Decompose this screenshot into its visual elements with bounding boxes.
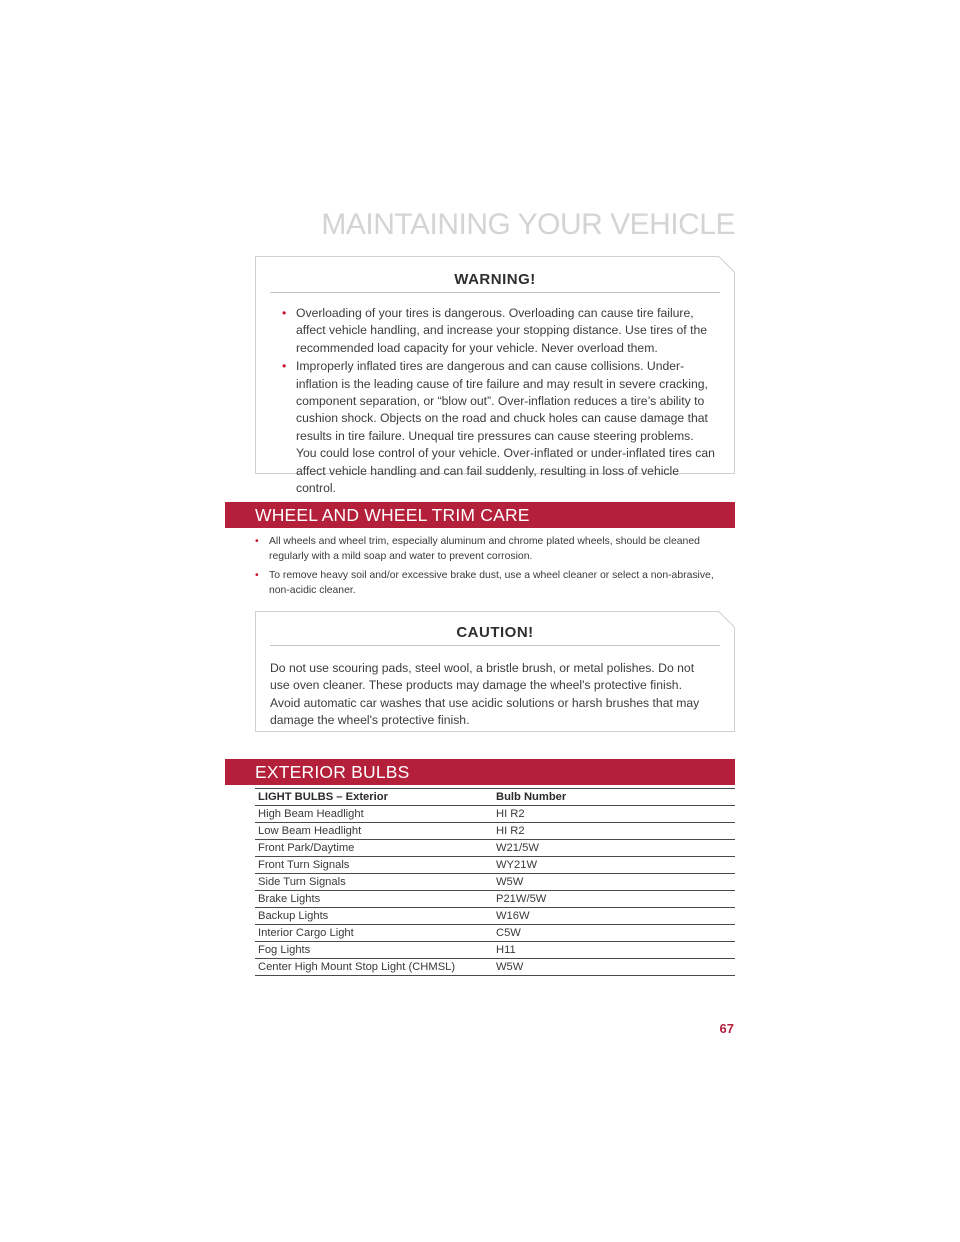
page-number: 67 bbox=[719, 1021, 734, 1036]
wheel-care-bullet-list bbox=[255, 534, 735, 598]
column-header-bulb-number: Bulb Number bbox=[493, 789, 735, 806]
caution-box bbox=[255, 611, 735, 732]
table-row bbox=[255, 857, 735, 874]
box-corner-notch bbox=[719, 611, 735, 627]
table-row bbox=[255, 959, 735, 976]
bulb-number-cell: HI R2 bbox=[493, 806, 735, 823]
box-corner-notch bbox=[719, 256, 735, 272]
wheel-care-bullet-item bbox=[255, 534, 735, 564]
caution-title: CAUTION! bbox=[270, 624, 720, 646]
warning-bullet-text: Improperly inflated tires are dangerous and can cause collisions. Under-inflation is the leading cause of tire failure and may result in severe cracking, component separation, or “blow out”. Over-inflation reduces a tire’s ability to cushion shock. Objects on the road and chuck holes can cause damage that results in tire failure. Unequal tire pressures can cause steering problems. You could lose control of your vehicle. Over-inflated or under-inflated tires can affect vehicle handling and can fail suddenly, resulting in loss of vehicle control. bbox=[296, 359, 715, 496]
bulb-number-cell: P21W/5W bbox=[493, 891, 735, 908]
table-header-row bbox=[255, 789, 735, 806]
exterior-bulbs-table bbox=[255, 788, 735, 976]
bullet-icon: • bbox=[255, 536, 259, 547]
bulb-location-cell: Fog Lights bbox=[255, 942, 493, 959]
exterior-bulbs-heading: EXTERIOR BULBS bbox=[225, 759, 735, 785]
bulb-location-cell: Low Beam Headlight bbox=[255, 823, 493, 840]
bulb-number-cell: W5W bbox=[493, 959, 735, 976]
warning-title: WARNING! bbox=[270, 271, 720, 293]
table-row bbox=[255, 891, 735, 908]
warning-bullet-item bbox=[282, 305, 716, 357]
bullet-icon: • bbox=[282, 306, 287, 320]
bulb-location-cell: High Beam Headlight bbox=[255, 806, 493, 823]
table-row bbox=[255, 806, 735, 823]
table-row bbox=[255, 840, 735, 857]
bulb-number-cell: HI R2 bbox=[493, 823, 735, 840]
warning-bullet-item bbox=[282, 358, 716, 497]
bulb-location-cell: Side Turn Signals bbox=[255, 874, 493, 891]
table-row bbox=[255, 925, 735, 942]
wheel-care-bullet-text: To remove heavy soil and/or excessive brake dust, use a wheel cleaner or select a non-abrasive, non-acidic cleaner. bbox=[269, 570, 714, 596]
wheel-care-heading: WHEEL AND WHEEL TRIM CARE bbox=[225, 502, 735, 528]
bulb-number-cell: W5W bbox=[493, 874, 735, 891]
bulb-number-cell: W16W bbox=[493, 908, 735, 925]
bulb-number-cell: WY21W bbox=[493, 857, 735, 874]
wheel-care-bullet-item bbox=[255, 568, 735, 598]
bullet-icon: • bbox=[282, 359, 287, 374]
bulb-number-cell: H11 bbox=[493, 942, 735, 959]
bulb-number-cell: C5W bbox=[493, 925, 735, 942]
warning-box bbox=[255, 256, 735, 496]
column-header-light-bulbs: LIGHT BULBS – Exterior bbox=[255, 789, 493, 806]
bulb-number-cell: W21/5W bbox=[493, 840, 735, 857]
bulb-location-cell: Brake Lights bbox=[255, 891, 493, 908]
warning-bullet-text: Overloading of your tires is dangerous. Overloading can cause tire failure, affect vehicle handling, and increase your stopping distance. Use tires of the recommended load capacity for your vehicle. Never overload them. bbox=[296, 306, 708, 355]
warning-bullet-list bbox=[282, 305, 716, 497]
bulb-location-cell: Front Turn Signals bbox=[255, 857, 493, 874]
bulb-location-cell: Interior Cargo Light bbox=[255, 925, 493, 942]
table-row bbox=[255, 942, 735, 959]
table-row bbox=[255, 874, 735, 891]
bullet-icon: • bbox=[255, 570, 259, 581]
section-title: MAINTAINING YOUR VEHICLE bbox=[321, 208, 735, 241]
bulb-location-cell: Front Park/Daytime bbox=[255, 840, 493, 857]
bulb-location-cell: Backup Lights bbox=[255, 908, 493, 925]
wheel-care-bullet-text: All wheels and wheel trim, especially aluminum and chrome plated wheels, should be cleaned regularly with a mild soap and water to prevent corrosion. bbox=[269, 536, 700, 562]
table-row bbox=[255, 823, 735, 840]
bulb-location-cell: Center High Mount Stop Light (CHMSL) bbox=[255, 959, 493, 976]
caution-text: Do not use scouring pads, steel wool, a bristle brush, or metal polishes. Do not use oven cleaner. These products may damage the wheel's protective finish. Avoid automatic car washes that use acidic solutions or harsh brushes that may damage the wheel's protective finish. bbox=[270, 661, 700, 728]
table-row bbox=[255, 908, 735, 925]
